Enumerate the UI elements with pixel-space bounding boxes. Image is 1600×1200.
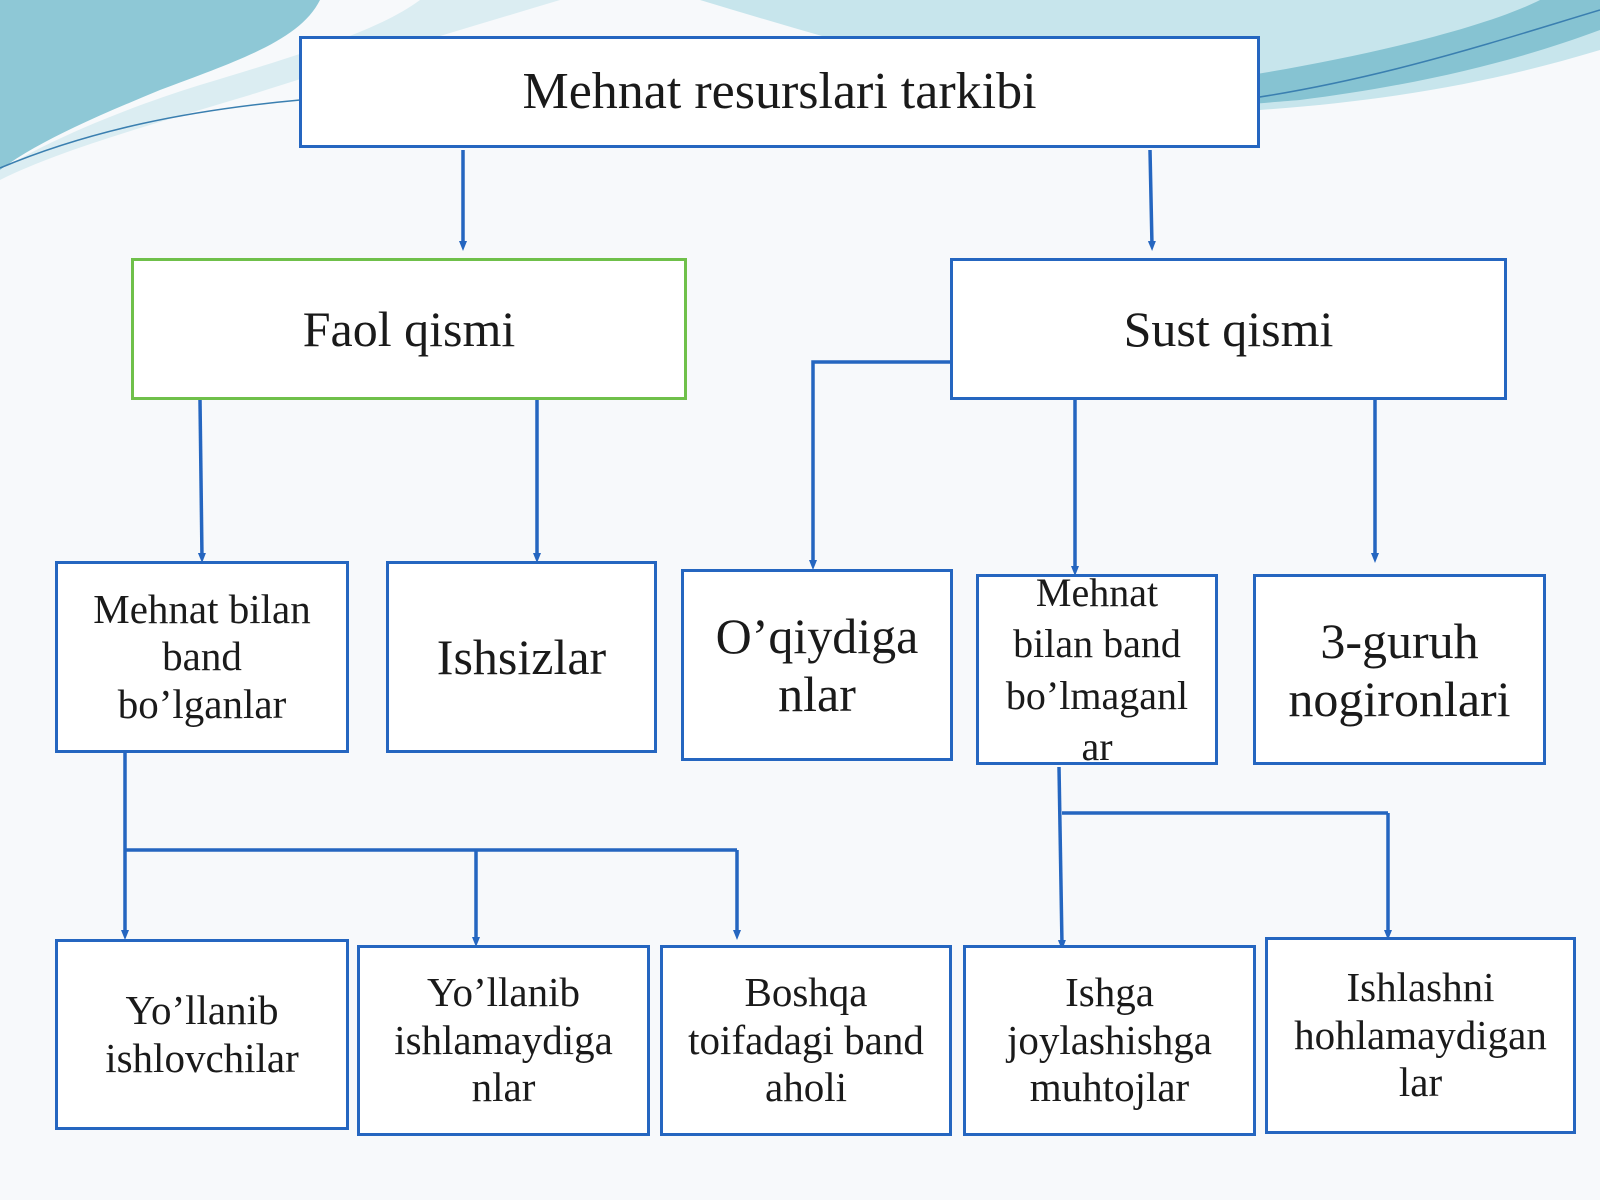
root-node <box>299 36 1260 148</box>
band-bolganlar-line-1: Mehnat bilan <box>93 585 311 632</box>
band-bolganlar-line-2: band <box>162 633 242 680</box>
band-bolganlar-line-3: bo’lganlar <box>117 680 287 727</box>
boshqa-toifa-line-1: Boshqa <box>744 969 868 1016</box>
sust-qismi-label: Sust qismi <box>1123 301 1334 357</box>
root-label: Mehnat resurslari tarkibi <box>522 62 1037 120</box>
band-bolmaganlar-node <box>976 570 1218 769</box>
yollanib-ishlovchilar-line-1: Yo’llanib <box>125 986 279 1033</box>
ishsizlar-node <box>386 561 657 753</box>
yollanib-ishlamaydiganlar-line-1: Yo’llanib <box>426 969 581 1016</box>
oqiydiganlar-line-1: O’qiydiga <box>715 608 919 664</box>
boshqa-toifa-line-2: toifadagi band <box>688 1016 924 1063</box>
boshqa-toifa-node <box>660 945 952 1136</box>
band-bolganlar-node <box>55 561 349 753</box>
ishga-muhtojlar-line-2: joylashishga <box>1007 1016 1212 1063</box>
yollanib-ishlamaydiganlar-line-3: nlar <box>471 1064 536 1111</box>
sust-qismi-node <box>950 258 1507 400</box>
arrow-bolmaganlar-to-ishga-muhtojlar <box>1059 767 1062 945</box>
ishga-muhtojlar-node <box>963 945 1256 1136</box>
band-bolmaganlar-line-4: ar <box>1081 723 1113 769</box>
oqiydiganlar-line-2: nlar <box>778 666 856 722</box>
nogironlar-line-1: 3-guruh <box>1320 612 1479 669</box>
yollanib-ishlamaydiganlar-line-2: ishlamaydiga <box>394 1016 613 1063</box>
nogironlar-line-2: nogironlari <box>1288 670 1511 727</box>
yollanib-ishlovchilar-line-2: ishlovchilar <box>105 1034 299 1081</box>
faol-qismi-label: Faol qismi <box>302 301 516 357</box>
oqiydiganlar-node <box>681 569 953 761</box>
arrow-sust-to-oqiydiganlar <box>813 362 951 565</box>
arrow-faol-to-band <box>200 400 202 558</box>
yollanib-ishlamaydiganlar-node <box>357 945 650 1136</box>
ishsizlar-label: Ishsizlar <box>436 629 607 685</box>
ishga-muhtojlar-line-1: Ishga <box>1065 969 1154 1016</box>
band-bolmaganlar-line-3: bo’lmaganl <box>1005 672 1189 718</box>
ishlashni-hohlamaydiganlar-line-3: lar <box>1398 1059 1443 1106</box>
band-bolmaganlar-line-1: Mehnat <box>1035 570 1159 616</box>
yollanib-ishlovchilar-node <box>55 939 349 1130</box>
ishlashni-hohlamaydiganlar-line-2: hohlamaydigan <box>1294 1011 1547 1058</box>
arrow-root-to-sust <box>1150 150 1152 246</box>
nogironlar-node <box>1253 574 1546 765</box>
ishga-muhtojlar-line-3: muhtojlar <box>1029 1064 1190 1111</box>
ishlashni-hohlamaydiganlar-node <box>1265 937 1576 1134</box>
band-bolmaganlar-line-2: bilan band <box>1013 621 1181 667</box>
faol-qismi-node <box>131 258 687 400</box>
boshqa-toifa-line-3: aholi <box>765 1064 847 1111</box>
ishlashni-hohlamaydiganlar-line-1: Ishlashni <box>1346 964 1495 1011</box>
